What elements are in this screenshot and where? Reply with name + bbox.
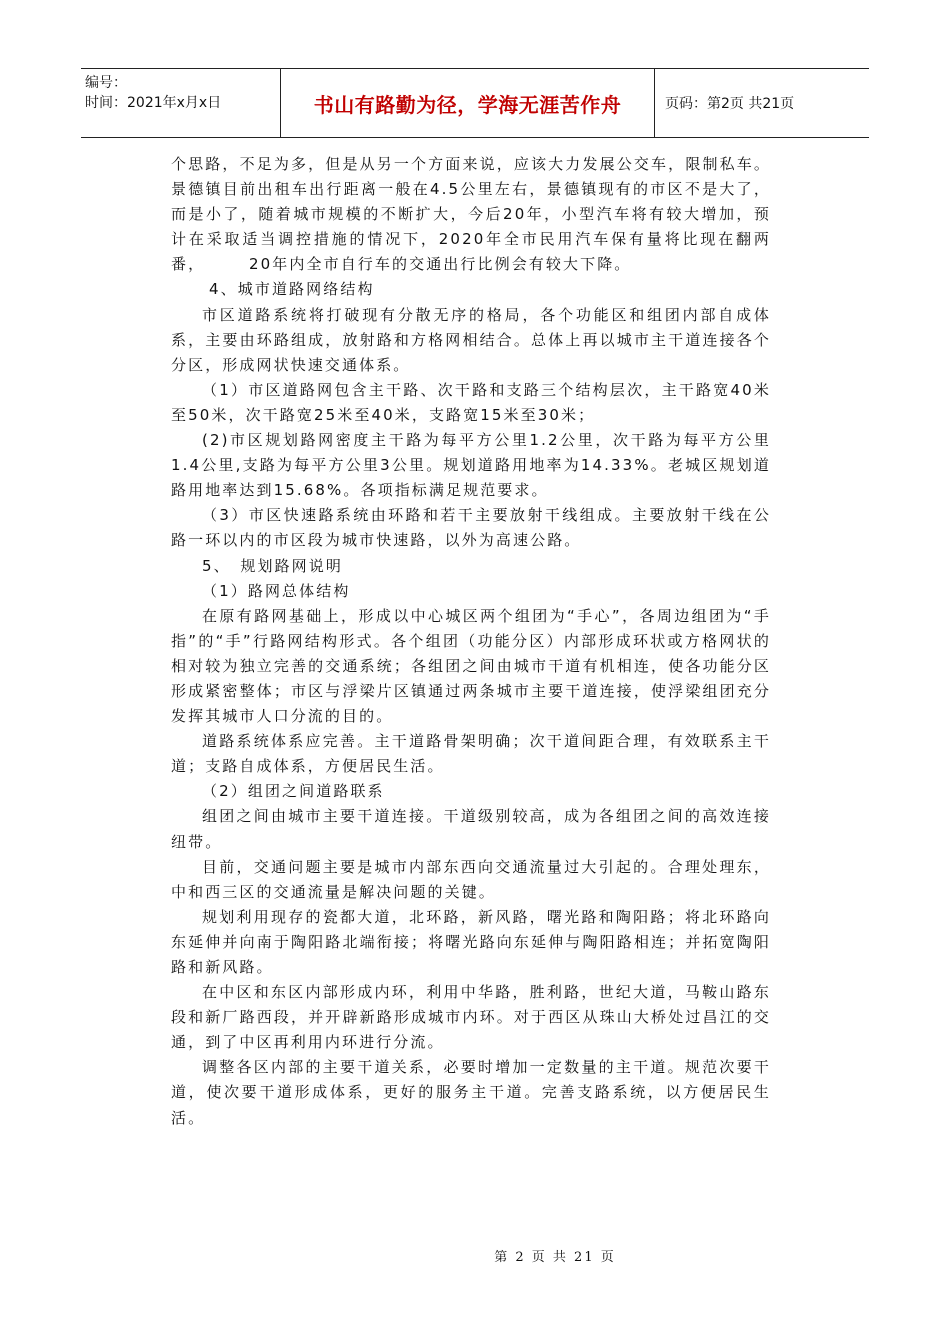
paragraph: 4、城市道路网络结构 — [209, 280, 375, 299]
paragraph: 调整各区内部的主要干道关系，必要时增加一定数量的主干道。规范次要干道，使次要干道形成体系，更好的服务主干道。完善支路系统，以方便居民生活。 — [171, 1058, 771, 1127]
paragraph: 个思路，不足为多，但是从另一个方面来说，应该大力发展公交车，限制私车。景德镇目前出租车出行距离一般在4.5公里左右，景德镇现有的市区不是大了，而是小了，随着城市规模的不断扩大，今后20年，小型汽车将有较大增加，预计在采取适当调控措施的情况下，2020年全市民用汽车保有量将比现在翻两番， 20年内全市自行车的交通出行比例会有较大下降。 — [171, 155, 771, 274]
document-body — [171, 152, 771, 1131]
date-label: 时间：2021年x月x日 — [85, 95, 222, 111]
paragraph: 市区道路系统将打破现有分散无序的格局，各个功能区和组团内部自成体系，主要由环路组成，放射路和方格网相结合。总体上再以城市主干道连接各个分区，形成网状快速交通体系。 — [171, 305, 771, 374]
header-page-info: 页码：第2页 共21页 — [665, 96, 795, 112]
paragraph: 道路系统体系应完善。主干道路骨架明确；次干道间距合理，有效联系主干道；支路自成体系，方便居民生活。 — [171, 732, 771, 776]
paragraph: (2)市区规划路网密度主干路为每平方公里1.2公里，次干路为每平方公里1.4公里,支路为每平方公里3公里。规划道路用地率为14.33%。老城区规划道路用地率达到15.68%。各项指标满足规范要求。 — [171, 431, 771, 500]
paragraph: （3）市区快速路系统由环路和若干主要放射干线组成。主要放射干线在公路一环以内的市区段为城市快速路，以外为高速公路。 — [171, 506, 771, 550]
paragraph: 规划利用现存的瓷都大道，北环路，新风路，曙光路和陶阳路；将北环路向东延伸并向南于陶阳路北端衔接；将曙光路向东延伸与陶阳路相连；并拓宽陶阳路和新风路。 — [171, 907, 771, 976]
document-header — [81, 68, 869, 138]
paragraph: 目前，交通问题主要是城市内部东西向交通流量过大引起的。合理处理东，中和西三区的交通流量是解决问题的关键。 — [171, 857, 771, 901]
header-left-cell — [81, 69, 281, 137]
page-footer — [0, 1246, 950, 1265]
paragraph: 组团之间由城市主要干道连接。干道级别较高，成为各组团之间的高效连接纽带。 — [171, 807, 771, 851]
header-motto: 书山有路勤为径，学海无涯苦作舟 — [281, 69, 655, 137]
paragraph: （1）市区道路网包含主干路、次干路和支路三个结构层次，主干路宽40米至50米，次干路宽25米至40米，支路宽15米至30米； — [171, 380, 771, 424]
paragraph: （2）组团之间道路联系 — [202, 782, 385, 801]
paragraph: 5、 规划路网说明 — [202, 556, 343, 575]
number-label: 编号： — [85, 75, 127, 91]
paragraph: 在原有路网基础上，形成以中心城区两个组团为“手心”，各周边组团为“手指”的“手”行路网结构形式。各个组团（功能分区）内部形成环状或方格网状的相对较为独立完善的交通系统；各组团之间由城市干道有机相连，使各功能分区形成紧密整体；市区与浮梁片区镇通过两条城市主要干道连接，使浮梁组团充分发挥其城市人口分流的目的。 — [171, 606, 771, 726]
footer-page-number: 第 2 页 共 21 页 — [494, 1250, 616, 1265]
paragraph: （1）路网总体结构 — [202, 581, 351, 600]
paragraph: 在中区和东区内部形成内环，利用中华路，胜利路，世纪大道，马鞍山路东段和新厂路西段，并开辟新路形成城市内环。对于西区从珠山大桥处过昌江的交通，到了中区再利用内环进行分流。 — [171, 983, 771, 1052]
